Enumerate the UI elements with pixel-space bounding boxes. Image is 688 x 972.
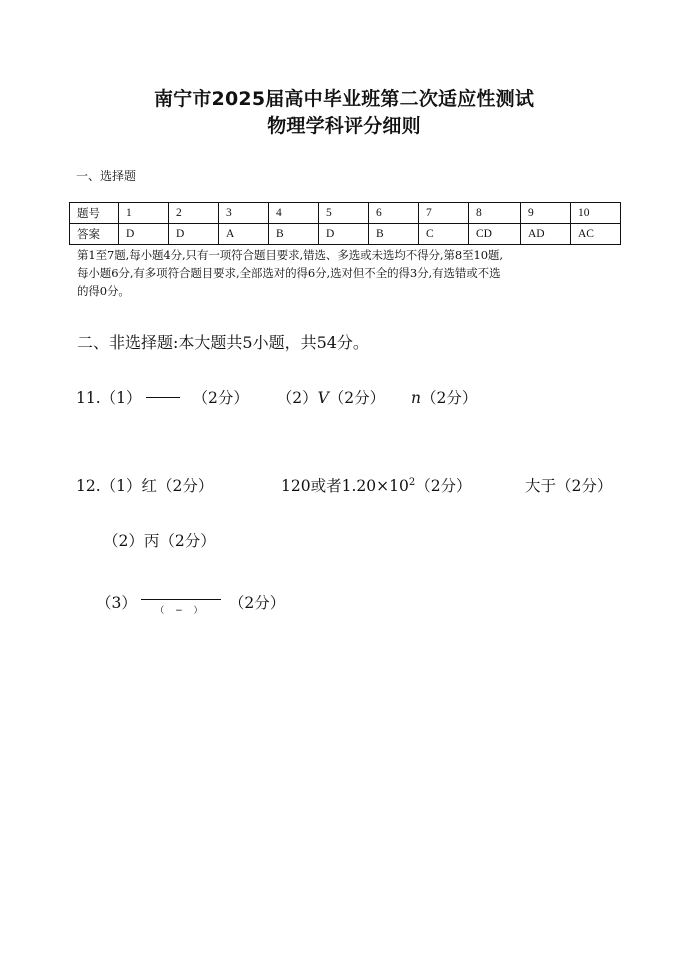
fraction-denominator: （ − ） bbox=[155, 606, 207, 616]
q12-part1-a: 12.（1）红（2分） bbox=[76, 477, 214, 495]
answer-cell: B bbox=[269, 224, 319, 245]
document-title: 南宁市2025届高中毕业班第二次适应性测试 bbox=[153, 88, 535, 110]
answer-cell: D bbox=[319, 224, 369, 245]
q12-part3-score: （2分） bbox=[228, 594, 286, 612]
section-multiple-choice-heading: 一、选择题 bbox=[76, 169, 137, 183]
q12-part3 bbox=[96, 590, 285, 614]
answer-cell: AD bbox=[521, 224, 571, 245]
question-number: 6 bbox=[369, 203, 419, 224]
scoring-rules bbox=[77, 246, 622, 300]
question-11 bbox=[76, 386, 477, 408]
fraction-bar bbox=[141, 599, 221, 600]
question-number: 9 bbox=[521, 203, 571, 224]
q12-part1-b-value: 120或者1.20×10 bbox=[281, 477, 409, 495]
row-label-number: 题号 bbox=[70, 203, 119, 224]
answer-cell: D bbox=[169, 224, 219, 245]
question-number: 5 bbox=[319, 203, 369, 224]
table-row-numbers bbox=[70, 203, 621, 224]
q12-part1-b-score: （2分） bbox=[415, 477, 472, 495]
answer-table bbox=[69, 202, 621, 245]
q12-part3-prefix: （3） bbox=[96, 594, 137, 612]
q11-prefix: 11.（1） bbox=[76, 389, 142, 407]
rules-line: 每小题6分,有多项符合题目要求,全部选对的得6分,选对但不全的得3分,有选错或不选 bbox=[77, 266, 501, 280]
q11-part2-score: （2分） bbox=[328, 389, 386, 407]
q12-part2: （2）丙（2分） bbox=[103, 532, 216, 550]
question-number: 10 bbox=[571, 203, 621, 224]
answer-cell: B bbox=[369, 224, 419, 245]
question-number: 3 bbox=[219, 203, 269, 224]
rules-line: 的得0分。 bbox=[77, 284, 130, 298]
answer-cell: D bbox=[119, 224, 169, 245]
q12-part1-b-exponent: 2 bbox=[408, 476, 416, 488]
q12-part1-b bbox=[281, 474, 472, 496]
rules-line: 第1至7题,每小题4分,只有一项符合题目要求,错选、多选或未选均不得分,第8至10题, bbox=[77, 248, 503, 262]
q11-part3-variable: n bbox=[411, 389, 422, 407]
fraction-formula bbox=[141, 590, 221, 614]
question-number: 7 bbox=[419, 203, 469, 224]
answer-cell: C bbox=[419, 224, 469, 245]
table-row-answers bbox=[70, 224, 621, 245]
q11-part1-score: （2分） bbox=[192, 389, 249, 407]
formula-dash bbox=[146, 397, 180, 398]
answer-cell: CD bbox=[469, 224, 521, 245]
question-number: 2 bbox=[169, 203, 219, 224]
q11-part2-prefix: （2） bbox=[276, 389, 318, 407]
q11-part3-score: （2分） bbox=[421, 389, 478, 407]
answer-cell: AC bbox=[571, 224, 621, 245]
section-non-choice-heading: 二、非选择题:本大题共5小题，共54分。 bbox=[77, 333, 369, 352]
answer-cell: A bbox=[219, 224, 269, 245]
document-subtitle: 物理学科评分细则 bbox=[267, 115, 421, 137]
question-number: 1 bbox=[119, 203, 169, 224]
row-label-answer: 答案 bbox=[70, 224, 119, 245]
question-number: 4 bbox=[269, 203, 319, 224]
q11-part2-variable: V bbox=[317, 389, 329, 407]
question-number: 8 bbox=[469, 203, 521, 224]
q12-part1-c: 大于（2分） bbox=[525, 477, 613, 495]
